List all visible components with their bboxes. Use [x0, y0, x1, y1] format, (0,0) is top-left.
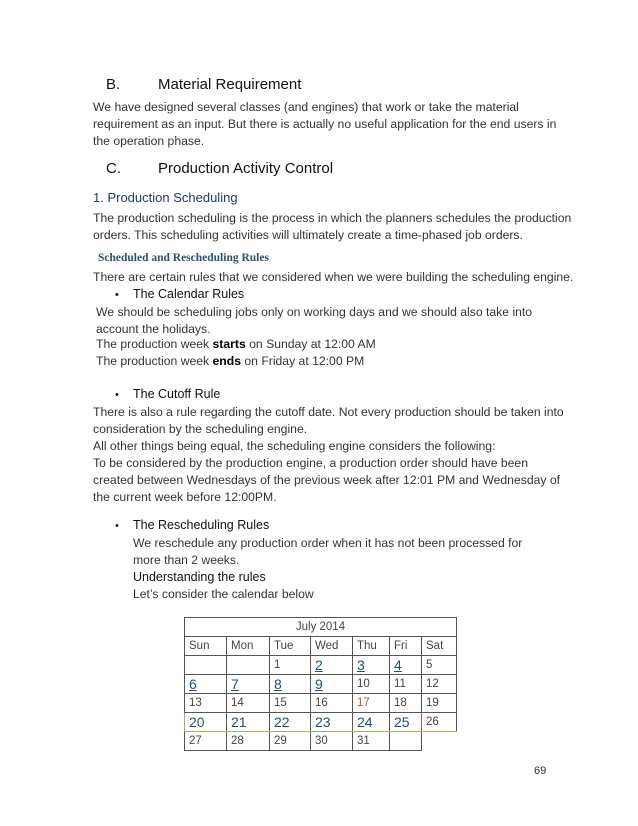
cutoff-rule-paragraph-3: To be considered by the production engine, a production order should have been created between Wednesdays of the previous week after 12:01 PM and Wednesday of the current week before 12:00PM.: [93, 456, 561, 504]
calendar-day-cell: 12: [422, 675, 457, 694]
calendar-day-cell: 18: [390, 694, 422, 713]
weekday-header: Fri: [390, 637, 422, 656]
cutoff-rule-heading: [115, 387, 220, 401]
calendar-day-cell: 30: [311, 732, 353, 751]
calendar-rules-heading: [115, 287, 244, 301]
calendar-day-cell: 29: [270, 732, 311, 751]
cutoff-rule-paragraph-2: All other things being equal, the scheduling engine considers the following:: [93, 439, 496, 453]
calendar-day-cell-highlight: 9: [311, 675, 353, 694]
rules-intro: There are certain rules that we considered when we were building the scheduling engine.: [93, 270, 574, 284]
calendar-title-row: [185, 618, 457, 637]
section-b-heading: [106, 76, 301, 93]
section-c-letter: C.: [106, 160, 121, 177]
calendar-day-cell: 14: [227, 694, 270, 713]
calendar-day-cell: 26: [422, 713, 457, 732]
calendar-week-row: [185, 656, 457, 675]
calendar-day-cell-highlight: 8: [270, 675, 311, 694]
calendar-day-cell: 27: [185, 732, 227, 751]
calendar-lead-text: Let’s consider the calendar below: [133, 587, 314, 601]
calendar-day-cell: [390, 732, 422, 751]
bullet-icon: •: [115, 289, 119, 301]
calendar-week-row: [185, 694, 457, 713]
calendar-day-cell-highlight: 4: [390, 656, 422, 675]
calendar-day-cell: 16: [311, 694, 353, 713]
calendar-day-cell-selected: 23: [311, 713, 353, 732]
calendar-day-cell: 15: [270, 694, 311, 713]
rules-heading: Scheduled and Rescheduling Rules: [98, 252, 269, 264]
calendar-day-cell-selected: 25: [390, 713, 422, 732]
weekday-header: Sun: [185, 637, 227, 656]
calendar-week-row-selected: [185, 713, 457, 732]
bullet-icon: •: [115, 520, 119, 532]
weekday-header: Wed: [311, 637, 353, 656]
july-calendar-table: [184, 617, 457, 751]
section-c-heading: [106, 160, 333, 177]
rescheduling-rules-title: The Rescheduling Rules: [133, 518, 270, 532]
calendar-week-row: [185, 732, 457, 751]
calendar-day-cell-holiday: 17: [353, 694, 390, 713]
calendar-rules-title: The Calendar Rules: [133, 287, 245, 301]
weekday-header: Sat: [422, 637, 457, 656]
weekday-header: Thu: [353, 637, 390, 656]
cutoff-rule-title: The Cutoff Rule: [133, 387, 221, 401]
calendar-week-row: [185, 675, 457, 694]
week-start-prefix: The production week: [96, 337, 213, 351]
calendar-day-cell: 28: [227, 732, 270, 751]
calendar-day-cell: 19: [422, 694, 457, 713]
rescheduling-rules-paragraph: We reschedule any production order when it has not been processed for more than 2 weeks.: [133, 536, 523, 567]
weekday-header: Tue: [270, 637, 311, 656]
cutoff-rule-paragraph-1: There is also a rule regarding the cutoff date. Not every production should be taken into consideration by the scheduling engine.: [93, 405, 564, 436]
week-end-line: [96, 353, 364, 370]
calendar-day-cell-highlight: 6: [185, 675, 227, 694]
week-end-keyword: ends: [212, 354, 241, 368]
calendar-day-cell-empty: [422, 732, 457, 751]
bullet-icon: •: [115, 389, 119, 401]
week-start-keyword: starts: [212, 337, 246, 351]
calendar-day-cell: 10: [353, 675, 390, 694]
calendar-day-cell: [185, 656, 227, 675]
section-b-title: Material Requirement: [158, 76, 302, 93]
production-scheduling-paragraph: The production scheduling is the process in which the planners schedules the production orders. This scheduling activities will ultimately create a time-phased job orders.: [93, 211, 572, 242]
production-scheduling-heading: 1. Production Scheduling: [93, 190, 238, 205]
calendar-day-cell-selected: 22: [270, 713, 311, 732]
section-b-paragraph: We have designed several classes (and engines) that work or take the material requirement as an input. But there is actually no useful application for the end users in the operation phase.: [93, 100, 557, 148]
calendar-day-cell: 13: [185, 694, 227, 713]
calendar-day-cell: 11: [390, 675, 422, 694]
calendar-day-cell-selected: 20: [185, 713, 227, 732]
calendar-day-cell: 1: [270, 656, 311, 675]
calendar-day-cell: [227, 656, 270, 675]
page-number: 69: [534, 765, 547, 777]
calendar-day-cell-highlight: 7: [227, 675, 270, 694]
calendar-day-cell-highlight: 3: [353, 656, 390, 675]
weekday-header: Mon: [227, 637, 270, 656]
calendar-day-cell: 31: [353, 732, 390, 751]
calendar-day-cell-selected: 21: [227, 713, 270, 732]
calendar-title: July 2014: [185, 618, 457, 637]
calendar-day-cell-selected: 24: [353, 713, 390, 732]
rescheduling-rules-heading: [115, 518, 269, 532]
calendar-day-cell: 5: [422, 656, 457, 675]
week-start-suffix: on Sunday at 12:00 AM: [245, 337, 376, 351]
understanding-rules-heading: Understanding the rules: [133, 570, 266, 584]
calendar-rules-paragraph: We should be scheduling jobs only on working days and we should also take into account the holidays.: [96, 305, 533, 336]
calendar-day-cell-highlight: 2: [311, 656, 353, 675]
week-start-line: [96, 336, 376, 353]
week-end-prefix: The production week: [96, 354, 213, 368]
week-end-suffix: on Friday at 12:00 PM: [240, 354, 365, 368]
section-b-letter: B.: [106, 76, 121, 93]
calendar-weekday-row: [185, 637, 457, 656]
section-c-title: Production Activity Control: [158, 160, 334, 177]
